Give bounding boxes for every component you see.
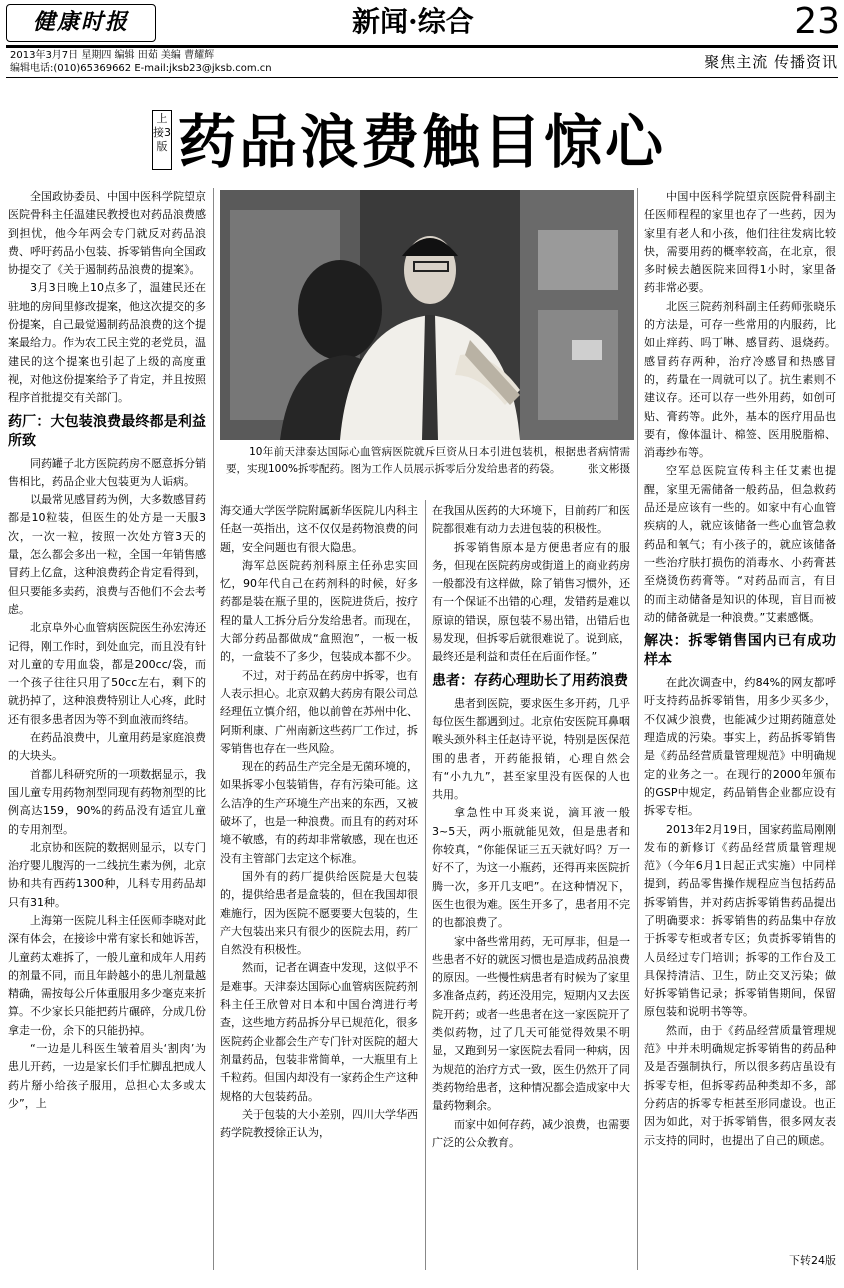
column-divider [213,188,214,1270]
paragraph: 而家中如何存药，减少浪费，也需要广泛的公众教育。 [432,1117,630,1149]
paragraph: 拿急性中耳炎来说，滴耳液一般3~5天，两小瓶就能见效，但是患者和你较真，“你能保证三五天就好吗？万一好不了，为这一小瓶药，还得再来医院折腾一次，多开几支吧”。在这种情况下，医生也很为难。医生开多了，患者用不完的也都浪费了。 [432,806,630,930]
headline: 药品浪费触目惊心 [178,108,667,176]
masthead-rule [6,45,838,48]
page-number: 23 [794,1,840,42]
paragraph: 在我国从医药的大环境下，目前药厂和医院都很难有动力去进包装的积极性。 [432,504,630,536]
article-column-4 [644,188,836,1268]
masthead [0,0,844,78]
subheading-pharma: 药厂：大包装浪费最终都是利益所致 [8,413,206,449]
paragraph: 北京阜外心血管病医院医生孙宏涛还记得，刚工作时，到处血完，而且没有针对儿童的专用血袋，都是200cc/袋，而一个孩子往往只用了50cc左右，剩下的就扔掉了，这种浪费特别让人心疼，此时还有很多患者因为等不到血液而终结。 [8,621,206,726]
issue-info: 2013年3月7日 星期四 编辑 田茹 美编 曹耀辉 [10,50,215,61]
paragraph: 然而，由于《药品经营质量管理规范》中并未明确规定拆零销售的药品种及是否强制执行，所以很多药店虽设有拆零专柜，但拆零药品种类却不多，部分药店的拆零专柜甚至形同虚设。也正因为如此，对于拆零销售，很多网友表示支持的同时，也提出了自己的顾虑。 [644,1023,836,1147]
paragraph: 全国政协委员、中国中医科学院望京医院骨科主任温建民教授也对药品浪费感到担忧，他今年两会专门就反对药品浪费、呼吁药品小包装、拆零销售向全国政协提交了《关于遏制药品浪费的提案》。 [8,190,206,277]
paragraph: 不过，对于药品在药房中拆零，也有人表示担心。北京双鹤大药房有限公司总经理伍立慎介绍，他以前曾在苏州中化、阿斯利康、广州南新这些药厂工作过，拆零销售也存在一些风险。 [220,668,418,755]
paragraph: 国外有的药厂提供给医院是大包装的，提供给患者是盒装的，但在我国却很难施行，因为医院不愿要要大包装的，生产大包装出来只有很少的医院去用，药厂自然没有积极性。 [220,869,418,957]
subheading-solution: 解决：拆零销售国内已有成功样本 [644,633,836,669]
paragraph: 家中备些常用药，无可厚非，但是一些患者不好的就医习惯也是造成药品浪费的原因。一些慢性病患者有时候为了家里多准备点药，药还没用完，短期内又去医院开药；或者一些患者在这一家医院开了类似药物，过了几天可能觉得效果不明显，又跑到另一家医院去看同一种病，因为规范的治疗方式一致，医生仍然开了同类药物给患者，这种情况都会造成家中大量药物剩余。 [432,934,630,1113]
caption-text: 10年前天津泰达国际心血管病医院就斥巨资从日本引进包装机，根据患者病情需要，实现100%拆零配药。图为工作人员展示拆零后分发给患者的药袋。 [226,446,630,475]
paragraph: 患者到医院，要求医生多开药，几乎每位医生都遇到过。北京佑安医院耳鼻咽喉头颈外科主任赵诗平说，特别是医保范围的患者，开药能报销，心理自然会有“小九九”，甚至家里没有医保的人也共用。 [432,696,630,802]
subheading-patients: 患者：存药心理助长了用药浪费 [432,672,628,689]
photo-credit: 张文彬摄 [588,463,630,475]
section-title: 新闻·综合 [352,5,474,38]
paragraph: 然而，记者在调查中发现，这似乎不是难事。天津泰达国际心血管病医院药剂科主任王欣曾对日本和中国台湾进行考查，这些地方药品拆分早已规范化，很多医院药企业都会生产专门针对医院的超大剂量药品，包装非常简单，一大瓶里有上千粒药。但国内却没有一家药企生产这种规格的大包装药品。 [220,961,418,1103]
paragraph: 北京协和医院的数据则显示，以专门治疗婴儿腹泻的一二线抗生素为例，北京协和共有西药1300种，儿科专用药品却只有31种。 [8,840,206,909]
newspaper-logo: 健康时报 [6,4,156,42]
article-column-3 [432,502,630,1268]
column-divider [425,500,426,1270]
paragraph: 中国中医科学院望京医院骨科副主任医师程程的家里也存了一些药，因为家里有老人和小孩，他们往往发病比较快，需要用药的概率较高，在北京，很多时候去趟医院来回得1小时，家里备药非常必要。 [644,190,836,295]
column-divider [637,188,638,1270]
paragraph: 海交通大学医学院附属新华医院儿内科主任赵一英指出，这不仅仅是药物浪费的问题，安全问题也有很大隐患。 [220,504,418,554]
paragraph: 关于包装的大小差别，四川大学华西药学院教授徐正认为， [220,1107,418,1140]
paragraph: 首都儿科研究所的一项数据显示，我国儿童专用药物剂型同现有药物剂型的比例高达159，90%的药品没有适宜儿童的专用剂型。 [8,767,206,836]
photo-illustration [220,190,634,440]
paragraph: 以最常见感冒药为例，大多数感冒药都是10粒装，但医生的处方是一天服3次，一次一粒，按照一次处方管3天的量，怎么都会多出一粒，全国一年销售感冒药上亿盒，这种浪费药企肯定看得到，但只要能多卖药，浪费与否他们不会去考虑。 [8,493,206,616]
paragraph: 空军总医院宣传科主任艾素也提醒，家里无需储备一般药品，但急救药品还是应该有一些的。如家中有心血管疾病的人，就应该储备一些心血管急救药品和氧气；有小孩子的，就应该储备一些治疗肤打损伤的消毒水、小药膏甚至烧烫伤药膏等。“对药品而言，有目的而主动储备是知识的体现，盲目而被动的储备就是一种浪费。”艾素感慨。 [644,464,836,624]
slogan: 聚焦主流 传播资讯 [704,53,838,71]
paragraph: 在药品浪费中，儿童用药是家庭浪费的大块头。 [8,731,206,763]
paragraph: 同药罐子北方医院药房不愿意拆分销售相比，药品企业大包装更为人诟病。 [8,456,206,488]
article-column-2 [220,502,418,1268]
paragraph: 2013年2月19日，国家药监局刚刚发布的新修订《药品经营质量管理规范》（今年6月1日起正式实施）中同样提到，药品零售操作规程应当包括药品拆零销售，并对药店拆零销售药品提出了明确要求：拆零销售的药品集中存放于拆零专柜或者专区；负责拆零销售的人员经过专门培训；拆零的工作台及工具保持清洁、卫生，防止交叉污染；做好拆零销售记录；拆零销售期间，保留原包装和说明书等等。 [644,822,836,1019]
masthead-underline [6,77,838,78]
paragraph: 北医三院药剂科副主任药师张晓乐的方法是，可存一些常用的内服药，比如止痒药、吗丁啉、感冒药、退烧药。感冒药存两种，治疗冷感冒和热感冒的，药量在一周就可以了。抗生素则不建议存。还可以存一些外用药，如创可贴、膏药等。此外，基本的医疗用品也要有，像体温计、棉签、医用脱脂棉、消毒纱布等。 [644,299,836,460]
paragraph: 现在的药品生产完全是无菌环境的，如果拆零小包装销售，存有污染可能。这么洁净的生产环境生产出来的东西，又被破坏了，也是一种浪费。而且有的药对环境不敏感，有的药却非常敏感，现在也还没有主管部门去定这个标准。 [220,760,418,865]
continued-from-label: 上接3版 [152,110,172,170]
continued-on-label: 下转24版 [789,1254,836,1267]
paragraph: 在此次调查中，约84%的网友都呼吁支持药品拆零销售，用多少买多少，不仅减少浪费，也能减少过期药随意处理造成的污染。事实上，药品拆零销售是《药品经营质量管理规范》中明确规定的业务之一。在现行的2000年颁布的GSP中规定，药品销售企业都应设有拆零专柜。 [644,676,836,818]
photo-caption [226,444,630,496]
paragraph: 上海第一医院儿科主任医师李晓对此深有体会，在接诊中常有家长和她诉苦，儿童药太难拆了，一般儿童和成年人用药的剂量不同，而且年龄越小的患儿剂量越精确，需按每公斤体重服用多少毫克来折算。不少家长只能把药片碾碎，分成几份拿走一份，余下的只能扔掉。 [8,913,206,1037]
editor-contact: 编辑电话:(010)65369662 E-mail:jksb23@jksb.com.cn [10,63,272,74]
paragraph: “一边是儿科医生皱着眉头‘割肉’为患儿开药，一边是家长们手忙脚乱把成人药片掰小给孩子服用，总担心太多或太少”，上 [8,1042,206,1110]
paragraph: 海军总医院药剂科原主任孙忠实回忆，90年代自己在药剂科的时候，好多药都是装在瓶子里的，医院进货后，按疗程的量人工拆分后分发给患者。而现在，大部分药品都做成“盒照泡”，一板一板的，一盒装不了多少，包装成本都不少。 [220,558,418,664]
paragraph: 拆零销售原本是方便患者应有的服务，但现在医院药房或街道上的商业药房一般都没有这样做，除了销售习惯外，还有一个保证不出错的心理，发错药是难以原谅的错误，原包装不易出错，出错后也易发现，但拆零后就很难说了。说到底，最终还是利益和责任在后面作怪。” [432,540,630,664]
paragraph: 3月3日晚上10点多了，温建民还在驻地的房间里修改提案，他这次提交的多份提案，自己最觉遏制药品浪费的这个提案最给力。作为农工民主党的老党员，温建民的这个提案也引起了上级的高度重视，对他这份提案给予了肯定，并且按照程序首批提交有关部门。 [8,281,206,405]
news-photo [220,190,634,440]
article-column-1 [8,188,206,1268]
